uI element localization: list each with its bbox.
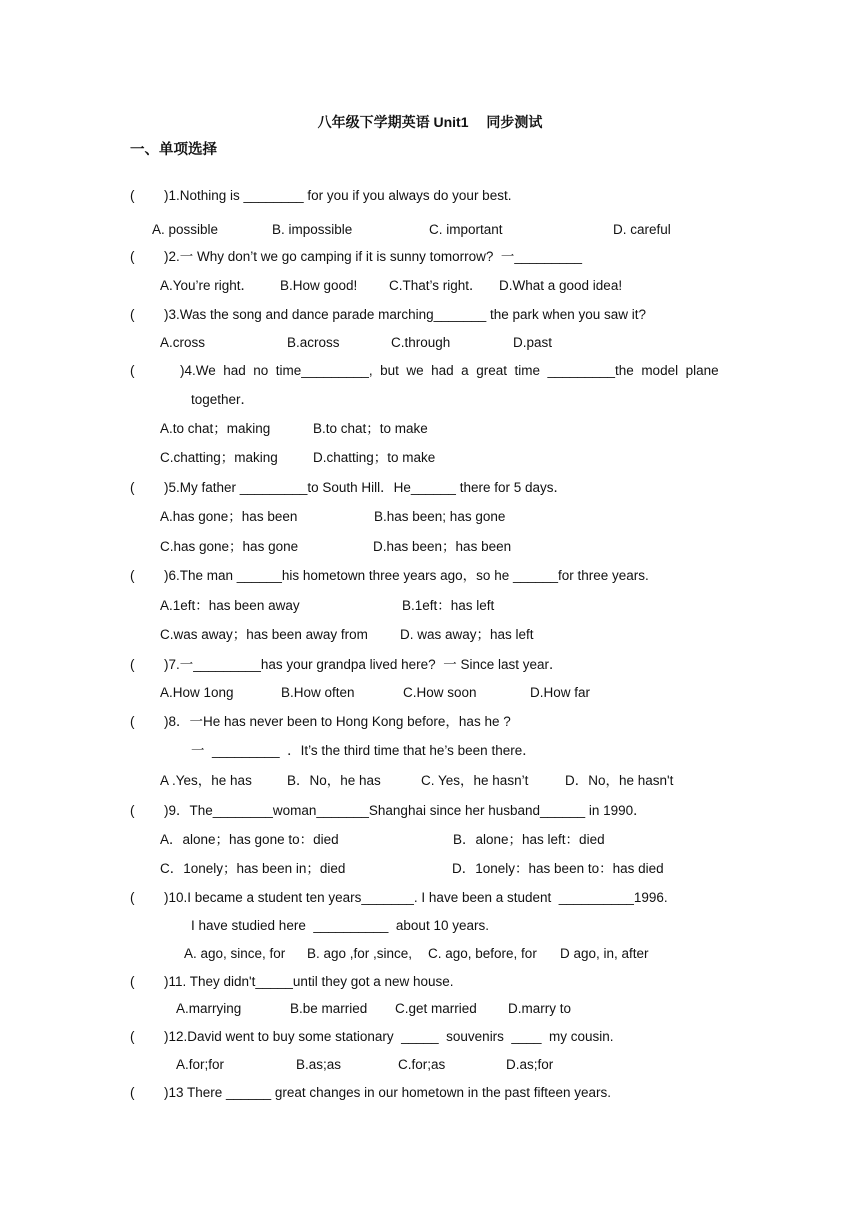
question-10-stem-cont: I have studied here __________ about 10 years. xyxy=(191,918,489,933)
q11-option-b: B.be married xyxy=(290,1001,368,1016)
q1-option-b: B. impossible xyxy=(272,222,353,237)
q10-option-c: C. ago, before, for xyxy=(428,946,537,961)
question-9-stem: )9．The________woman_______Shanghai since her husband______ in 1990． xyxy=(164,803,647,818)
question-1-stem: )1.Nothing is ________ for you if you always do your best. xyxy=(164,188,512,203)
q1-option-c: C. important xyxy=(429,222,503,237)
answer-paren: ( xyxy=(130,974,135,989)
q11-option-a: A.marrying xyxy=(176,1001,242,1016)
q4-option-b: B.to chat；to make xyxy=(313,421,428,436)
q9-option-b: B．alone；has left：died xyxy=(453,832,605,847)
question-3-stem: )3.Was the song and dance parade marching_______ the park when you saw it? xyxy=(164,307,647,322)
question-10-stem: )10.I became a student ten years_______. I have been a student __________1996. xyxy=(164,890,668,905)
answer-paren: ( xyxy=(130,307,135,322)
q2-option-b: B.How good! xyxy=(280,278,358,293)
answer-paren: ( xyxy=(130,1085,135,1100)
q4-option-c: C.chatting；making xyxy=(160,450,278,465)
question-11-stem: )11. They didn't_____until they got a new house. xyxy=(164,974,454,989)
answer-paren: ( xyxy=(130,714,135,729)
q9-option-a: A．alone；has gone to：died xyxy=(160,832,339,847)
question-8-stem-cont: 一 _________ ．It’s the third time that he’s been there． xyxy=(191,743,536,758)
q11-option-d: D.marry to xyxy=(508,1001,572,1016)
q7-option-d: D.How far xyxy=(530,685,591,700)
question-2-stem: )2.一 Why don’t we go camping if it is sunny tomorrow? 一_________ xyxy=(164,249,582,264)
answer-paren: ( xyxy=(130,249,135,264)
q8-option-a: A .Yes，he has xyxy=(160,773,252,788)
q6-option-a: A.1eft：has been away xyxy=(160,598,300,613)
q2-option-d: D.What a good idea! xyxy=(499,278,623,293)
q8-option-c: C. Yes，he hasn’t xyxy=(421,773,529,788)
q9-option-d: D．1onely：has been to：has died xyxy=(452,861,664,876)
q7-option-c: C.How soon xyxy=(403,685,477,700)
q12-option-b: B.as;as xyxy=(296,1057,342,1072)
q10-option-a: A. ago, since, for xyxy=(184,946,286,961)
q4-option-d: D.chatting；to make xyxy=(313,450,436,465)
q4-option-a: A.to chat；making xyxy=(160,421,271,436)
q7-option-a: A.How 1ong xyxy=(160,685,234,700)
q12-option-a: A.for;for xyxy=(176,1057,225,1072)
q10-option-d: D ago, in, after xyxy=(560,946,649,961)
answer-paren: ( xyxy=(130,480,135,495)
question-5-stem: )5.My father _________to South Hill．He______ there for 5 days． xyxy=(164,480,567,495)
q6-option-d: D. was away；has left xyxy=(400,627,534,642)
q11-option-c: C.get married xyxy=(395,1001,477,1016)
q5-option-a: A.has gone；has been xyxy=(160,509,298,524)
section-heading: 一、单项选择 xyxy=(130,142,217,158)
q3-option-b: B.across xyxy=(287,335,340,350)
q12-option-d: D.as;for xyxy=(506,1057,554,1072)
answer-paren: ( xyxy=(130,188,135,203)
question-12-stem: )12.David went to buy some stationary _____ souvenirs ____ my cousin. xyxy=(164,1029,614,1044)
answer-paren: ( xyxy=(130,657,135,672)
answer-paren: ( xyxy=(130,890,135,905)
answer-paren: ( xyxy=(130,363,135,378)
q5-option-d: D.has been；has been xyxy=(373,539,512,554)
q5-option-c: C.has gone；has gone xyxy=(160,539,299,554)
q9-option-c: C．1onely；has been in；died xyxy=(160,861,346,876)
answer-paren: ( xyxy=(130,803,135,818)
q5-option-b: B.has been; has gone xyxy=(374,509,506,524)
q2-option-a: A.You’re right． xyxy=(160,278,255,293)
q1-option-a: A. possible xyxy=(152,222,219,237)
answer-paren: ( xyxy=(130,568,135,583)
q6-option-b: B.1eft：has left xyxy=(402,598,495,613)
question-8-stem: )8．一He has never been to Hong Kong before，has he ? xyxy=(164,714,511,729)
q7-option-b: B.How often xyxy=(281,685,355,700)
question-6-stem: )6.The man ______his hometown three years ago，so he ______for three years. xyxy=(164,568,649,583)
q6-option-c: C.was away；has been away from xyxy=(160,627,368,642)
q8-option-d: D．No，he hasn't xyxy=(565,773,674,788)
q2-option-c: C.That’s right． xyxy=(389,278,483,293)
question-13-stem: )13 There ______ great changes in our hometown in the past fifteen years. xyxy=(164,1085,612,1100)
page-title: 八年级下学期英语 Unit1 同步测试 xyxy=(317,114,543,130)
q8-option-b: B．No，he has xyxy=(287,773,381,788)
q1-option-d: D. careful xyxy=(613,222,671,237)
answer-paren: ( xyxy=(130,1029,135,1044)
question-4-stem-cont: together． xyxy=(191,392,255,407)
q3-option-a: A.cross xyxy=(160,335,206,350)
question-4-stem: )4.We had no time_________, but we had a great time _________the model plane xyxy=(180,363,719,378)
q3-option-c: C.through xyxy=(391,335,451,350)
q3-option-d: D.past xyxy=(513,335,553,350)
q10-option-b: B. ago ,for ,since, xyxy=(307,946,413,961)
q12-option-c: C.for;as xyxy=(398,1057,446,1072)
question-7-stem: )7.一_________has your grandpa lived here? 一 Since last year． xyxy=(164,657,563,672)
